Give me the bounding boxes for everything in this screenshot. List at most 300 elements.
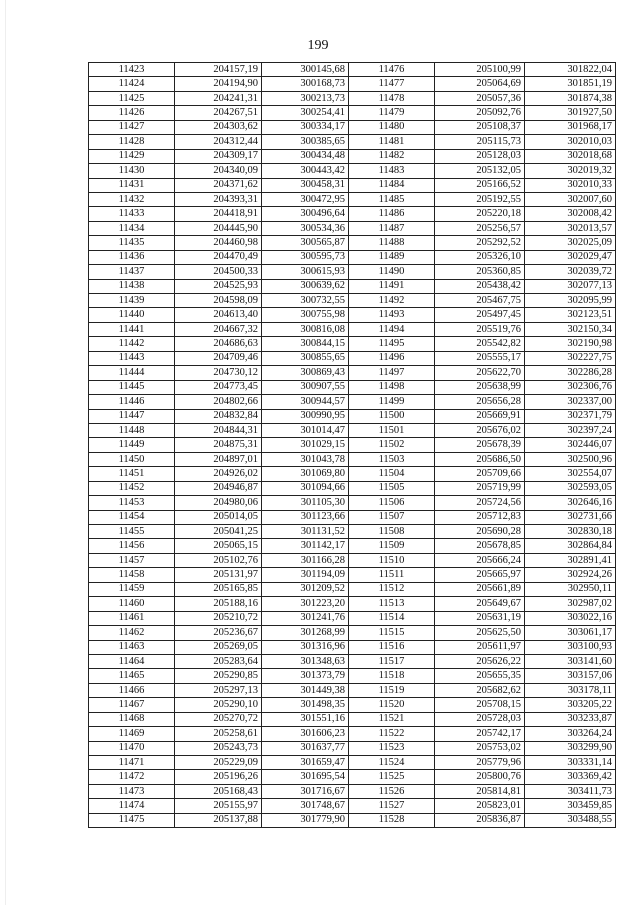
- table-row: [89, 337, 616, 351]
- coordinate-cell: 301069,80: [262, 467, 349, 481]
- point-number-cell: 11503: [349, 452, 435, 466]
- coordinate-cell: 301043,78: [262, 452, 349, 466]
- coordinate-cell: 205256,57: [435, 221, 525, 235]
- point-number-cell: 11495: [349, 337, 435, 351]
- point-number-cell: 11474: [89, 799, 175, 813]
- coordinate-cell: 205666,24: [435, 553, 525, 567]
- coordinate-cell: 302019,32: [525, 164, 616, 178]
- coordinate-cell: 205192,55: [435, 192, 525, 206]
- point-number-cell: 11512: [349, 582, 435, 596]
- coordinate-cell: 300639,62: [262, 279, 349, 293]
- coordinate-cell: 302077,13: [525, 279, 616, 293]
- table-row: [89, 712, 616, 726]
- coordinate-cell: 204897,01: [175, 452, 262, 466]
- coordinate-cell: 205132,05: [435, 164, 525, 178]
- point-number-cell: 11508: [349, 525, 435, 539]
- point-number-cell: 11505: [349, 481, 435, 495]
- point-number-cell: 11424: [89, 77, 175, 91]
- point-number-cell: 11430: [89, 164, 175, 178]
- table-row: [89, 597, 616, 611]
- coordinate-cell: 205236,67: [175, 626, 262, 640]
- table-row: [89, 409, 616, 423]
- table-row: [89, 654, 616, 668]
- coordinate-cell: 204241,31: [175, 91, 262, 105]
- coordinate-cell: 205467,75: [435, 294, 525, 308]
- coordinate-cell: 302864,84: [525, 539, 616, 553]
- coordinate-cell: 204393,31: [175, 192, 262, 206]
- coordinate-cell: 205229,09: [175, 756, 262, 770]
- table-row: [89, 236, 616, 250]
- coordinate-cell: 205678,85: [435, 539, 525, 553]
- point-number-cell: 11524: [349, 756, 435, 770]
- table-row: [89, 611, 616, 625]
- point-number-cell: 11496: [349, 351, 435, 365]
- coordinate-cell: 205326,10: [435, 250, 525, 264]
- table-row: [89, 135, 616, 149]
- table-row: [89, 149, 616, 163]
- point-number-cell: 11480: [349, 120, 435, 134]
- coordinate-cell: 300458,31: [262, 178, 349, 192]
- coordinate-cell: 205728,03: [435, 712, 525, 726]
- coordinate-cell: 300254,41: [262, 106, 349, 120]
- coordinate-cell: 205064,69: [435, 77, 525, 91]
- coordinate-cell: 300869,43: [262, 366, 349, 380]
- coordinate-cell: 300443,42: [262, 164, 349, 178]
- table-row: [89, 496, 616, 510]
- coordinate-cell: 205638,99: [435, 380, 525, 394]
- coordinate-cell: 300855,65: [262, 351, 349, 365]
- point-number-cell: 11461: [89, 611, 175, 625]
- coordinate-cell: 205128,03: [435, 149, 525, 163]
- coordinate-cell: 302095,99: [525, 294, 616, 308]
- point-number-cell: 11466: [89, 683, 175, 697]
- table-row: [89, 308, 616, 322]
- coordinate-cell: 300565,87: [262, 236, 349, 250]
- point-number-cell: 11434: [89, 221, 175, 235]
- coordinate-cell: 303022,16: [525, 611, 616, 625]
- table-row: [89, 178, 616, 192]
- point-number-cell: 11477: [349, 77, 435, 91]
- coordinate-cell: 204309,17: [175, 149, 262, 163]
- coordinate-cell: 205625,50: [435, 626, 525, 640]
- table-row: [89, 192, 616, 206]
- point-number-cell: 11476: [349, 63, 435, 77]
- table-row: [89, 366, 616, 380]
- point-number-cell: 11513: [349, 597, 435, 611]
- coordinates-table-container: [88, 62, 615, 828]
- coordinate-cell: 204194,90: [175, 77, 262, 91]
- coordinate-cell: 302371,79: [525, 409, 616, 423]
- coordinate-cell: 303141,60: [525, 654, 616, 668]
- coordinate-cell: 205682,62: [435, 683, 525, 697]
- point-number-cell: 11456: [89, 539, 175, 553]
- coordinate-cell: 300434,48: [262, 149, 349, 163]
- coordinate-cell: 205168,43: [175, 784, 262, 798]
- table-row: [89, 626, 616, 640]
- coordinate-cell: 300732,55: [262, 294, 349, 308]
- coordinate-cell: 205753,02: [435, 741, 525, 755]
- coordinate-cell: 204418,91: [175, 207, 262, 221]
- coordinate-cell: 303205,22: [525, 698, 616, 712]
- coordinate-cell: 204267,51: [175, 106, 262, 120]
- coordinate-cell: 204667,32: [175, 322, 262, 336]
- table-row: [89, 568, 616, 582]
- coordinate-cell: 204946,87: [175, 481, 262, 495]
- coordinate-cell: 300472,95: [262, 192, 349, 206]
- coordinate-cell: 301014,47: [262, 423, 349, 437]
- coordinate-cell: 301166,28: [262, 553, 349, 567]
- point-number-cell: 11481: [349, 135, 435, 149]
- coordinate-cell: 205836,87: [435, 813, 525, 827]
- coordinate-cell: 300145,68: [262, 63, 349, 77]
- coordinate-cell: 300816,08: [262, 322, 349, 336]
- point-number-cell: 11437: [89, 265, 175, 279]
- point-number-cell: 11438: [89, 279, 175, 293]
- table-row: [89, 63, 616, 77]
- point-number-cell: 11497: [349, 366, 435, 380]
- point-number-cell: 11494: [349, 322, 435, 336]
- coordinate-cell: 301779,90: [262, 813, 349, 827]
- page-number: 199: [307, 38, 329, 53]
- point-number-cell: 11454: [89, 510, 175, 524]
- coordinate-cell: 303178,11: [525, 683, 616, 697]
- point-number-cell: 11472: [89, 770, 175, 784]
- coordinate-cell: 300595,73: [262, 250, 349, 264]
- table-row: [89, 395, 616, 409]
- point-number-cell: 11429: [89, 149, 175, 163]
- coordinate-cell: 301968,17: [525, 120, 616, 134]
- coordinate-cell: 205712,83: [435, 510, 525, 524]
- point-number-cell: 11478: [349, 91, 435, 105]
- coordinate-cell: 205137,88: [175, 813, 262, 827]
- coordinate-cell: 302950,11: [525, 582, 616, 596]
- point-number-cell: 11490: [349, 265, 435, 279]
- point-number-cell: 11515: [349, 626, 435, 640]
- point-number-cell: 11449: [89, 438, 175, 452]
- coordinate-cell: 303488,55: [525, 813, 616, 827]
- coordinate-cell: 300385,65: [262, 135, 349, 149]
- coordinate-cell: 302150,34: [525, 322, 616, 336]
- coordinate-cell: 205243,73: [175, 741, 262, 755]
- coordinate-cell: 205108,37: [435, 120, 525, 134]
- point-number-cell: 11431: [89, 178, 175, 192]
- coordinate-cell: 302039,72: [525, 265, 616, 279]
- table-row: [89, 207, 616, 221]
- coordinates-table: [88, 62, 616, 828]
- table-row: [89, 669, 616, 683]
- point-number-cell: 11488: [349, 236, 435, 250]
- table-row: [89, 438, 616, 452]
- point-number-cell: 11482: [349, 149, 435, 163]
- point-number-cell: 11441: [89, 322, 175, 336]
- table-row: [89, 698, 616, 712]
- table-row: [89, 250, 616, 264]
- table-row: [89, 164, 616, 178]
- coordinate-cell: 205555,17: [435, 351, 525, 365]
- coordinate-cell: 301131,52: [262, 525, 349, 539]
- point-number-cell: 11448: [89, 423, 175, 437]
- coordinate-cell: 302010,33: [525, 178, 616, 192]
- point-number-cell: 11498: [349, 380, 435, 394]
- point-number-cell: 11504: [349, 467, 435, 481]
- table-row: [89, 582, 616, 596]
- point-number-cell: 11440: [89, 308, 175, 322]
- point-number-cell: 11473: [89, 784, 175, 798]
- coordinate-cell: 302029,47: [525, 250, 616, 264]
- table-row: [89, 322, 616, 336]
- coordinate-cell: 205519,76: [435, 322, 525, 336]
- table-row: [89, 784, 616, 798]
- coordinate-cell: 301637,77: [262, 741, 349, 755]
- coordinate-cell: 205258,61: [175, 727, 262, 741]
- point-number-cell: 11467: [89, 698, 175, 712]
- point-number-cell: 11517: [349, 654, 435, 668]
- coordinate-cell: 303233,87: [525, 712, 616, 726]
- point-number-cell: 11510: [349, 553, 435, 567]
- coordinate-cell: 301748,67: [262, 799, 349, 813]
- coordinate-cell: 301348,63: [262, 654, 349, 668]
- table-body: [89, 63, 616, 828]
- coordinate-cell: 301094,66: [262, 481, 349, 495]
- table-row: [89, 452, 616, 466]
- point-number-cell: 11451: [89, 467, 175, 481]
- coordinate-cell: 301716,67: [262, 784, 349, 798]
- coordinate-cell: 303061,17: [525, 626, 616, 640]
- table-row: [89, 351, 616, 365]
- point-number-cell: 11446: [89, 395, 175, 409]
- point-number-cell: 11470: [89, 741, 175, 755]
- point-number-cell: 11483: [349, 164, 435, 178]
- table-row: [89, 91, 616, 105]
- point-number-cell: 11521: [349, 712, 435, 726]
- coordinate-cell: 300844,15: [262, 337, 349, 351]
- table-row: [89, 756, 616, 770]
- table-row: [89, 799, 616, 813]
- coordinate-cell: 204730,12: [175, 366, 262, 380]
- coordinate-cell: 303157,06: [525, 669, 616, 683]
- coordinate-cell: 302593,05: [525, 481, 616, 495]
- coordinate-cell: 205709,66: [435, 467, 525, 481]
- point-number-cell: 11435: [89, 236, 175, 250]
- coordinate-cell: 204525,93: [175, 279, 262, 293]
- coordinate-cell: 300990,95: [262, 409, 349, 423]
- table-row: [89, 423, 616, 437]
- coordinate-cell: 204773,45: [175, 380, 262, 394]
- coordinate-cell: 300907,55: [262, 380, 349, 394]
- table-row: [89, 294, 616, 308]
- coordinate-cell: 205656,28: [435, 395, 525, 409]
- coordinate-cell: 205196,26: [175, 770, 262, 784]
- point-number-cell: 11445: [89, 380, 175, 394]
- point-number-cell: 11458: [89, 568, 175, 582]
- coordinate-cell: 301498,35: [262, 698, 349, 712]
- coordinate-cell: 205626,22: [435, 654, 525, 668]
- coordinate-cell: 302646,16: [525, 496, 616, 510]
- coordinate-cell: 204980,06: [175, 496, 262, 510]
- coordinate-cell: 205438,42: [435, 279, 525, 293]
- coordinate-cell: 301194,09: [262, 568, 349, 582]
- coordinate-cell: 302018,68: [525, 149, 616, 163]
- coordinate-cell: 205166,52: [435, 178, 525, 192]
- point-number-cell: 11428: [89, 135, 175, 149]
- coordinate-cell: 300615,93: [262, 265, 349, 279]
- point-number-cell: 11492: [349, 294, 435, 308]
- coordinate-cell: 204340,09: [175, 164, 262, 178]
- point-number-cell: 11444: [89, 366, 175, 380]
- table-row: [89, 683, 616, 697]
- point-number-cell: 11427: [89, 120, 175, 134]
- coordinate-cell: 204844,31: [175, 423, 262, 437]
- coordinate-cell: 205041,25: [175, 525, 262, 539]
- coordinate-cell: 300334,17: [262, 120, 349, 134]
- coordinate-cell: 205292,52: [435, 236, 525, 250]
- coordinate-cell: 302227,75: [525, 351, 616, 365]
- point-number-cell: 11519: [349, 683, 435, 697]
- coordinate-cell: 205719,99: [435, 481, 525, 495]
- coordinate-cell: 205131,97: [175, 568, 262, 582]
- coordinate-cell: 303299,90: [525, 741, 616, 755]
- point-number-cell: 11506: [349, 496, 435, 510]
- coordinate-cell: 301123,66: [262, 510, 349, 524]
- coordinate-cell: 205661,89: [435, 582, 525, 596]
- coordinate-cell: 301927,50: [525, 106, 616, 120]
- coordinate-cell: 300755,98: [262, 308, 349, 322]
- coordinate-cell: 300534,36: [262, 221, 349, 235]
- coordinate-cell: 204802,66: [175, 395, 262, 409]
- coordinate-cell: 205057,36: [435, 91, 525, 105]
- point-number-cell: 11484: [349, 178, 435, 192]
- point-number-cell: 11523: [349, 741, 435, 755]
- coordinate-cell: 204832,84: [175, 409, 262, 423]
- coordinate-cell: 205155,97: [175, 799, 262, 813]
- coordinate-cell: 205724,56: [435, 496, 525, 510]
- coordinate-cell: 205622,70: [435, 366, 525, 380]
- table-row: [89, 770, 616, 784]
- point-number-cell: 11443: [89, 351, 175, 365]
- coordinate-cell: 301209,52: [262, 582, 349, 596]
- point-number-cell: 11469: [89, 727, 175, 741]
- scan-margin-line: [5, 0, 6, 905]
- point-number-cell: 11528: [349, 813, 435, 827]
- point-number-cell: 11489: [349, 250, 435, 264]
- coordinate-cell: 204470,49: [175, 250, 262, 264]
- coordinate-cell: 301695,54: [262, 770, 349, 784]
- point-number-cell: 11452: [89, 481, 175, 495]
- coordinate-cell: 301851,19: [525, 77, 616, 91]
- coordinate-cell: 205649,67: [435, 597, 525, 611]
- table-row: [89, 539, 616, 553]
- coordinate-cell: 301874,38: [525, 91, 616, 105]
- point-number-cell: 11433: [89, 207, 175, 221]
- coordinate-cell: 205270,72: [175, 712, 262, 726]
- coordinate-cell: 301551,16: [262, 712, 349, 726]
- table-row: [89, 813, 616, 827]
- point-number-cell: 11500: [349, 409, 435, 423]
- table-row: [89, 727, 616, 741]
- coordinate-cell: 302397,24: [525, 423, 616, 437]
- coordinate-cell: 205686,50: [435, 452, 525, 466]
- point-number-cell: 11423: [89, 63, 175, 77]
- point-number-cell: 11485: [349, 192, 435, 206]
- table-row: [89, 741, 616, 755]
- coordinate-cell: 205100,99: [435, 63, 525, 77]
- coordinate-cell: 205360,85: [435, 265, 525, 279]
- coordinate-cell: 300168,73: [262, 77, 349, 91]
- coordinate-cell: 205611,97: [435, 640, 525, 654]
- coordinate-cell: 302337,00: [525, 395, 616, 409]
- point-number-cell: 11520: [349, 698, 435, 712]
- coordinate-cell: 302010,03: [525, 135, 616, 149]
- coordinate-cell: 301268,99: [262, 626, 349, 640]
- point-number-cell: 11486: [349, 207, 435, 221]
- table-row: [89, 380, 616, 394]
- coordinate-cell: 303411,73: [525, 784, 616, 798]
- coordinate-cell: 301606,23: [262, 727, 349, 741]
- coordinate-cell: 205655,35: [435, 669, 525, 683]
- table-row: [89, 106, 616, 120]
- point-number-cell: 11525: [349, 770, 435, 784]
- table-row: [89, 553, 616, 567]
- point-number-cell: 11457: [89, 553, 175, 567]
- point-number-cell: 11453: [89, 496, 175, 510]
- point-number-cell: 11471: [89, 756, 175, 770]
- coordinate-cell: 205290,85: [175, 669, 262, 683]
- coordinate-cell: 205542,82: [435, 337, 525, 351]
- point-number-cell: 11460: [89, 597, 175, 611]
- table-row: [89, 120, 616, 134]
- coordinate-cell: 302446,07: [525, 438, 616, 452]
- coordinate-cell: 302286,28: [525, 366, 616, 380]
- point-number-cell: 11442: [89, 337, 175, 351]
- coordinate-cell: 302554,07: [525, 467, 616, 481]
- coordinate-cell: 204460,98: [175, 236, 262, 250]
- coordinate-cell: 302306,76: [525, 380, 616, 394]
- point-number-cell: 11493: [349, 308, 435, 322]
- point-number-cell: 11502: [349, 438, 435, 452]
- coordinate-cell: 205678,39: [435, 438, 525, 452]
- coordinate-cell: 205269,05: [175, 640, 262, 654]
- coordinate-cell: 302190,98: [525, 337, 616, 351]
- coordinate-cell: 205669,91: [435, 409, 525, 423]
- point-number-cell: 11455: [89, 525, 175, 539]
- coordinate-cell: 303459,85: [525, 799, 616, 813]
- point-number-cell: 11426: [89, 106, 175, 120]
- coordinate-cell: 301029,15: [262, 438, 349, 452]
- coordinate-cell: 205092,76: [435, 106, 525, 120]
- coordinate-cell: 300213,73: [262, 91, 349, 105]
- coordinate-cell: 302500,96: [525, 452, 616, 466]
- coordinate-cell: 205631,19: [435, 611, 525, 625]
- coordinate-cell: 205814,81: [435, 784, 525, 798]
- point-number-cell: 11518: [349, 669, 435, 683]
- coordinate-cell: 303264,24: [525, 727, 616, 741]
- coordinate-cell: 205165,85: [175, 582, 262, 596]
- coordinate-cell: 303331,14: [525, 756, 616, 770]
- point-number-cell: 11499: [349, 395, 435, 409]
- coordinate-cell: 301142,17: [262, 539, 349, 553]
- table-row: [89, 510, 616, 524]
- coordinate-cell: 302924,26: [525, 568, 616, 582]
- table-row: [89, 77, 616, 91]
- coordinate-cell: 204875,31: [175, 438, 262, 452]
- point-number-cell: 11507: [349, 510, 435, 524]
- coordinate-cell: 301449,38: [262, 683, 349, 697]
- coordinate-cell: 205065,15: [175, 539, 262, 553]
- coordinate-cell: 302025,09: [525, 236, 616, 250]
- point-number-cell: 11487: [349, 221, 435, 235]
- coordinate-cell: 204371,62: [175, 178, 262, 192]
- coordinate-cell: 204303,62: [175, 120, 262, 134]
